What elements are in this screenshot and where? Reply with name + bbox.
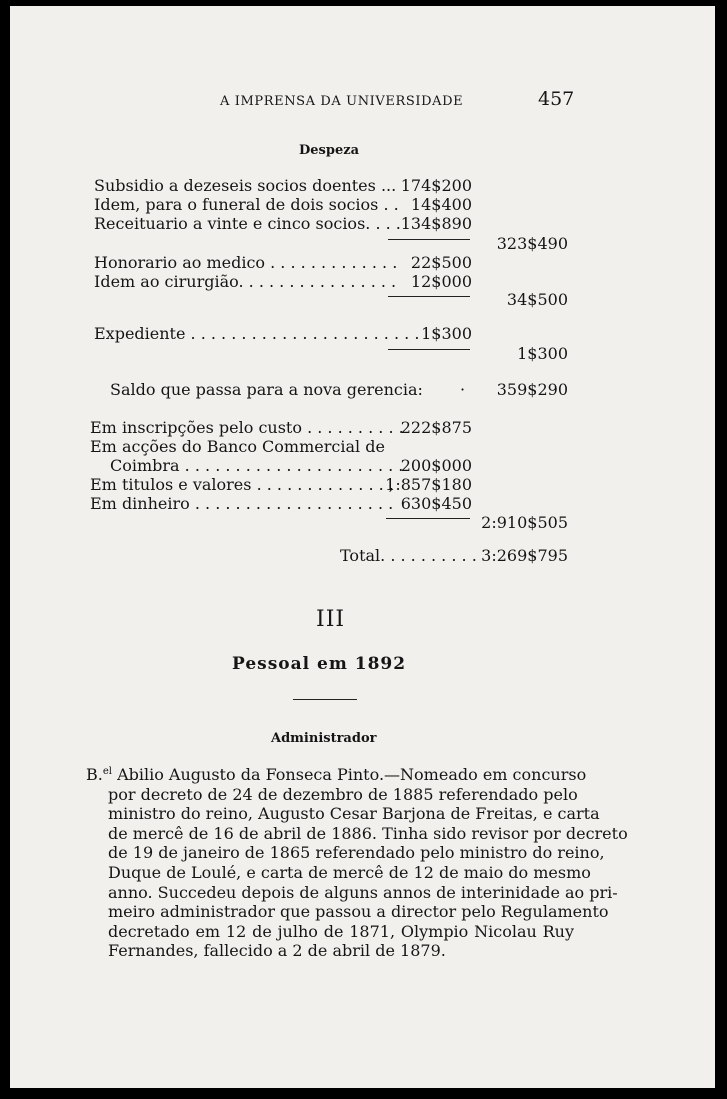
subtotal-value: 323$490 bbox=[496, 234, 568, 253]
subheading: Administrador bbox=[271, 731, 377, 746]
sum-rule bbox=[386, 518, 470, 519]
expense-label: Receituario a vinte e cinco socios. . . . bbox=[94, 214, 401, 233]
bio-line: B.$^{el}$ Abilio Augusto da Fonseca Pinto.—Nomeado em concurso bbox=[86, 765, 587, 784]
total-label: Total. . . . . . . . . . bbox=[340, 546, 477, 565]
subtotal-value: 1$300 bbox=[517, 344, 568, 363]
expense-value: 174$200 bbox=[400, 176, 472, 195]
bio-line: meiro administrador que passou a director pelo Regulamento bbox=[108, 902, 609, 922]
biography-paragraph bbox=[86, 762, 628, 961]
section-title: Pessoal em 1892 bbox=[232, 654, 407, 674]
asset-value: 630$450 bbox=[400, 494, 472, 513]
subtotal-value: 34$500 bbox=[506, 290, 568, 309]
running-title: A IMPRENSA DA UNIVERSIDADE bbox=[220, 94, 464, 109]
section-number: III bbox=[316, 607, 346, 632]
total-value: 3:269$795 bbox=[481, 546, 568, 565]
asset-value: 200$000 bbox=[400, 456, 472, 475]
sum-rule bbox=[388, 296, 470, 297]
asset-label: Em inscripções pelo custo . . . . . . . . . . bbox=[90, 418, 404, 437]
bio-line: anno. Succedeu depois de alguns annos de interinidade ao pri- bbox=[108, 882, 618, 902]
asset-value: 1:857$180 bbox=[385, 475, 472, 494]
sum-rule bbox=[388, 239, 470, 240]
subtotal-value: 2:910$505 bbox=[481, 513, 568, 532]
bio-line: decretado em 12 de julho de 1871, Olympio Nicolau Ruy bbox=[108, 921, 574, 941]
book-page bbox=[10, 6, 715, 1088]
bio-line: Duque de Loulé, e carta de mercê de 12 de maio do mesmo bbox=[108, 862, 591, 882]
asset-value: 222$875 bbox=[400, 418, 472, 437]
bio-line: de 19 de janeiro de 1865 referendado pelo ministro do reino, bbox=[108, 843, 605, 863]
bio-line: por decreto de 24 de dezembro de 1885 referendado pelo bbox=[108, 784, 578, 804]
saldo-label: Saldo que passa para a nova gerencia: bbox=[110, 380, 423, 399]
expense-value: 22$500 bbox=[410, 253, 472, 272]
expense-label: Idem ao cirurgião. . . . . . . . . . . . . . . . bbox=[94, 272, 397, 291]
expense-label: Subsidio a dezeseis socios doentes ... bbox=[94, 176, 397, 195]
asset-label: Em acções do Banco Commercial de bbox=[90, 437, 385, 456]
bio-prefix: B.$^{el}$ bbox=[86, 765, 112, 784]
bio-line: de mercê de 16 de abril de 1886. Tinha sido revisor por decreto bbox=[108, 823, 628, 843]
bio-line: Fernandes, fallecido a 2 de abril de 1879. bbox=[108, 941, 446, 961]
asset-label: Coimbra . . . . . . . . . . . . . . . . . . . . . . bbox=[110, 456, 404, 475]
expense-value: 134$890 bbox=[400, 214, 472, 233]
sum-rule bbox=[388, 349, 470, 350]
bio-line: ministro do reino, Augusto Cesar Barjona de Freitas, e carta bbox=[108, 804, 600, 824]
expense-value: 14$400 bbox=[410, 195, 472, 214]
section-divider bbox=[293, 699, 357, 700]
asset-label: Em dinheiro . . . . . . . . . . . . . . . . . . . . bbox=[90, 494, 394, 513]
expense-label: Expediente . . . . . . . . . . . . . . . . . . . . . . . bbox=[94, 324, 420, 343]
expense-label: Idem, para o funeral de dois socios . . bbox=[94, 195, 399, 214]
saldo-value: 359$290 bbox=[496, 380, 568, 399]
expense-label: Honorario ao medico . . . . . . . . . . . . . bbox=[94, 253, 398, 272]
asset-label: Em titulos e valores . . . . . . . . . . . . . , bbox=[90, 475, 394, 494]
despeza-title: Despeza bbox=[299, 143, 360, 158]
page-number: 457 bbox=[538, 88, 575, 110]
expense-value: 12$000 bbox=[410, 272, 472, 291]
dot-mark: · bbox=[460, 380, 466, 399]
expense-value: 1$300 bbox=[421, 324, 472, 343]
